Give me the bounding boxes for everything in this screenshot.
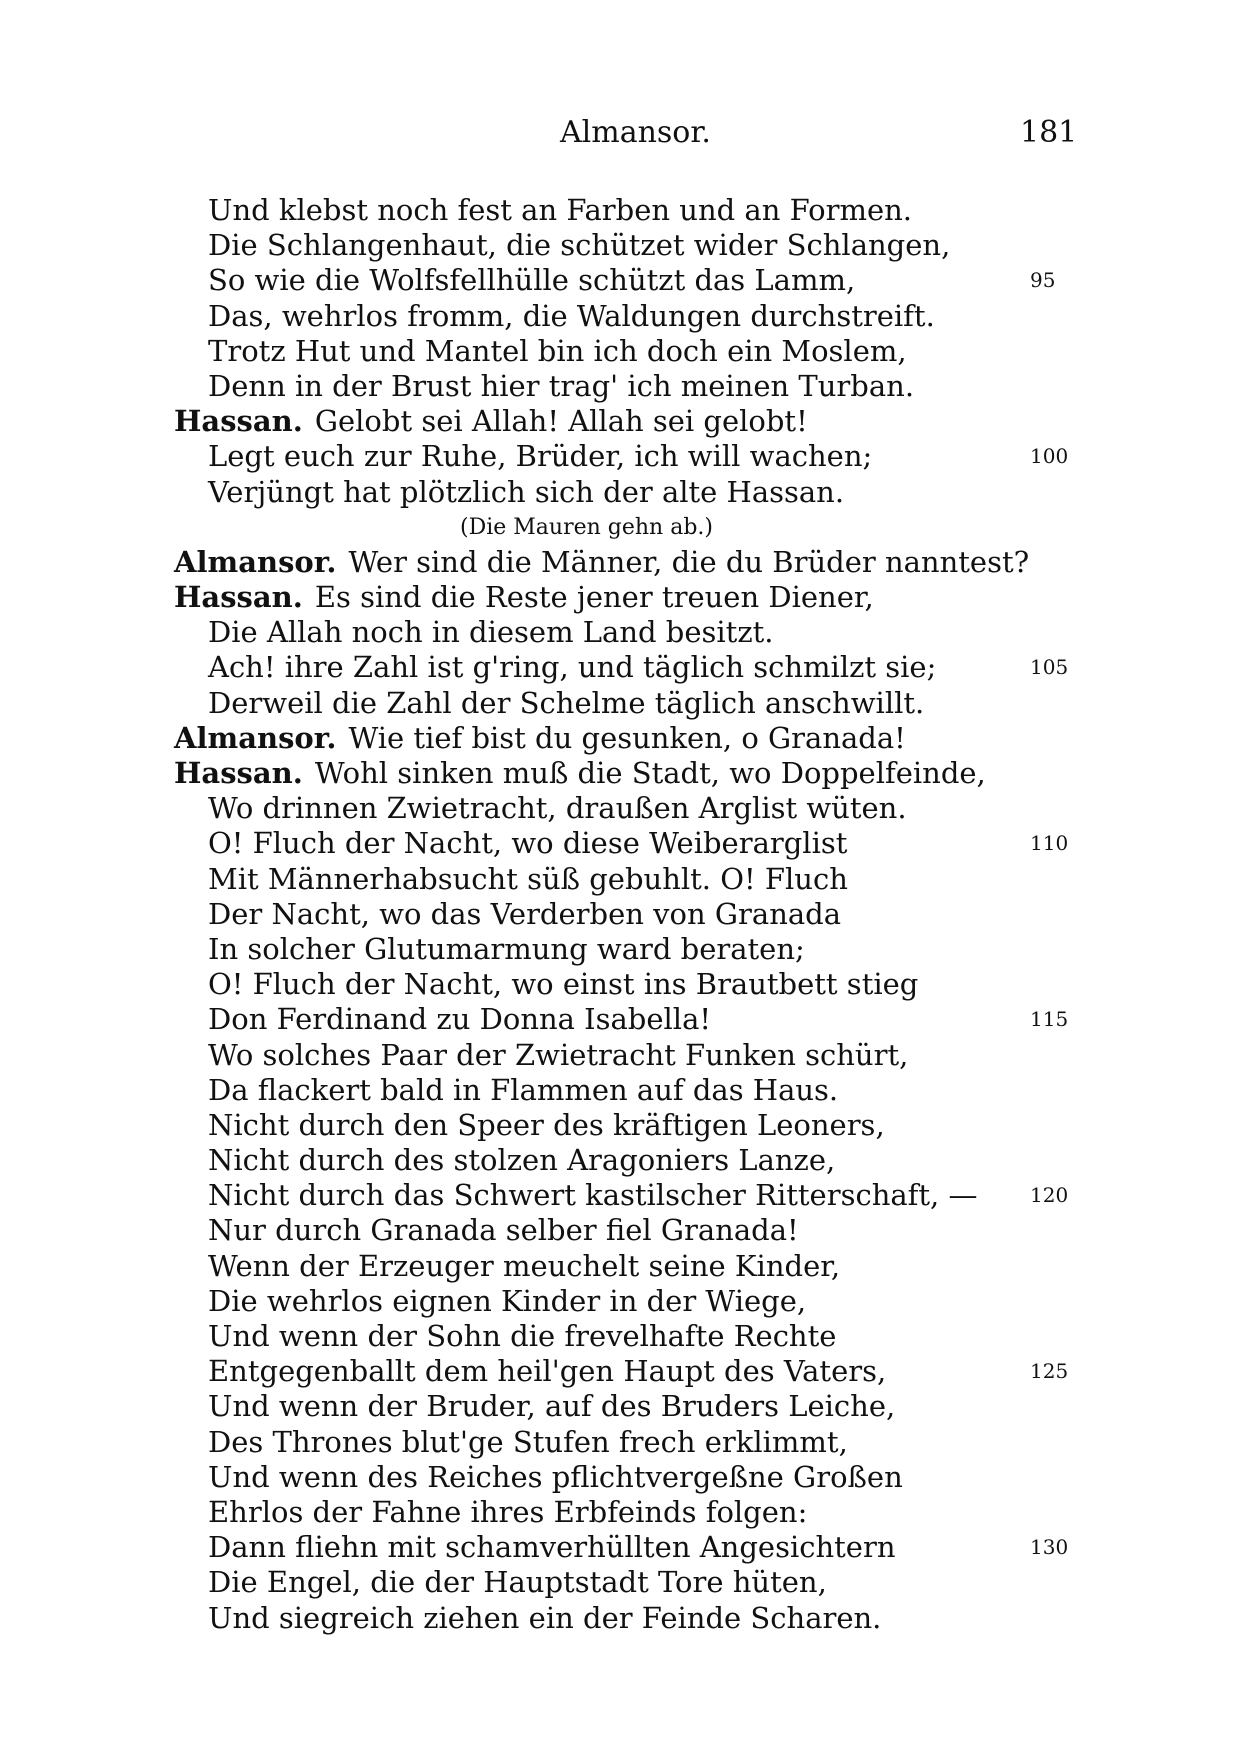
verse-line xyxy=(0,1249,1241,1284)
verse-line xyxy=(0,545,1241,580)
speaker-name: Almansor. xyxy=(174,720,337,755)
verse-line xyxy=(0,1425,1241,1460)
verse-line-content xyxy=(208,1319,836,1354)
verse-text: Denn in der Brust hier trag' ich meinen Turban. xyxy=(208,368,915,403)
verse-line xyxy=(0,1002,1241,1037)
verse-line-content xyxy=(174,580,874,615)
verse-line xyxy=(0,1495,1241,1530)
verse-line xyxy=(0,862,1241,897)
verse-line-content xyxy=(208,334,907,369)
verse-line-content xyxy=(208,1354,886,1389)
verse-line-content xyxy=(208,1073,838,1108)
verse-line-content xyxy=(208,263,855,298)
verse-text: Derweil die Zahl der Schelme täglich anschwillt. xyxy=(208,685,925,720)
verse-line xyxy=(0,439,1241,474)
verse-text: Das, wehrlos fromm, die Waldungen durchstreift. xyxy=(208,298,935,333)
verse-line xyxy=(0,193,1241,228)
verse-line xyxy=(0,932,1241,967)
verse-line xyxy=(0,826,1241,861)
verse-line-content xyxy=(208,1460,903,1495)
line-number: 125 xyxy=(1030,1359,1069,1384)
verse-text: Wo drinnen Zwietracht, draußen Arglist wüten. xyxy=(208,791,907,826)
verse-text: Wenn der Erzeuger meuchelt seine Kinder, xyxy=(208,1248,841,1283)
verse-line-content xyxy=(208,1143,835,1178)
verse-line-content xyxy=(208,650,936,685)
verse-line xyxy=(0,650,1241,685)
page-header xyxy=(0,115,1241,155)
verse-line-content xyxy=(208,369,914,404)
speaker-name: Hassan. xyxy=(174,580,303,615)
speaker-name: Hassan. xyxy=(174,756,303,790)
verse-line-content xyxy=(208,1038,908,1073)
verse-text: Verjüngt hat plötzlich sich der alte Hassan. xyxy=(208,474,845,509)
verse-line xyxy=(0,1601,1241,1636)
verse-text: Ach! ihre Zahl ist g'ring, und täglich schmilzt sie; xyxy=(208,650,937,685)
verse-line xyxy=(0,686,1241,721)
verse-line-content xyxy=(174,404,808,439)
verse-line xyxy=(0,299,1241,334)
running-title: Almansor. xyxy=(560,115,711,150)
verse-line-content xyxy=(174,756,986,791)
verse-line-content xyxy=(208,1284,806,1319)
verse-line xyxy=(0,1460,1241,1495)
verse-line xyxy=(0,1143,1241,1178)
verse-text: Trotz Hut und Mantel bin ich doch ein Moslem, xyxy=(208,333,907,368)
verse-line-content xyxy=(208,932,805,967)
verse-line-content xyxy=(208,1601,881,1636)
verse-line-content xyxy=(208,791,907,826)
verse-line xyxy=(0,756,1241,791)
verse-line-content xyxy=(208,1213,799,1248)
verse-line xyxy=(0,404,1241,439)
verse-line-content xyxy=(208,299,935,334)
line-number: 95 xyxy=(1030,268,1056,293)
verse-line-content xyxy=(208,1495,807,1530)
verse-line-content xyxy=(208,1565,827,1600)
verse-line-content xyxy=(208,615,774,650)
verse-body xyxy=(0,193,1241,1636)
verse-text: Nicht durch den Speer des kräftigen Leoners, xyxy=(208,1107,885,1142)
verse-line-content xyxy=(208,1249,840,1284)
speaker-name: Almansor. xyxy=(174,544,337,579)
verse-line-content xyxy=(208,475,844,510)
verse-line-content xyxy=(208,826,847,861)
verse-line-content xyxy=(208,897,841,932)
verse-line xyxy=(0,1178,1241,1213)
verse-line xyxy=(0,1389,1241,1424)
verse-line-content xyxy=(208,1425,848,1460)
verse-line-content xyxy=(208,686,924,721)
verse-line xyxy=(0,897,1241,932)
verse-text: Dann fliehn mit schamverhüllten Angesichtern xyxy=(208,1530,896,1565)
verse-line xyxy=(0,263,1241,298)
stage-direction-text: (Die Mauren gehn ab.) xyxy=(460,514,713,540)
verse-text: Die Schlangenhaut, die schützet wider Schlangen, xyxy=(208,228,951,263)
verse-text: Wer sind die Männer, die du Brüder nanntest? xyxy=(348,544,1030,579)
verse-line xyxy=(0,1565,1241,1600)
verse-line xyxy=(0,369,1241,404)
verse-line xyxy=(0,1213,1241,1248)
line-number: 120 xyxy=(1030,1183,1069,1208)
verse-line xyxy=(0,1073,1241,1108)
verse-text: Nicht durch das Schwert kastilscher Ritterschaft, — xyxy=(208,1178,978,1213)
verse-text: Nur durch Granada selber fiel Granada! xyxy=(208,1213,799,1248)
verse-line-content xyxy=(208,1002,711,1037)
verse-text: Entgegenballt dem heil'gen Haupt des Vaters, xyxy=(208,1354,887,1389)
line-number: 115 xyxy=(1030,1007,1069,1032)
verse-line-content xyxy=(208,228,950,263)
line-number: 105 xyxy=(1030,655,1069,680)
verse-text: Des Thrones blut'ge Stufen frech erklimmt, xyxy=(208,1424,848,1459)
verse-text: Nicht durch des stolzen Aragoniers Lanze, xyxy=(208,1143,836,1178)
line-number: 130 xyxy=(1030,1535,1069,1560)
verse-line xyxy=(0,580,1241,615)
verse-text: Legt euch zur Ruhe, Brüder, ich will wachen; xyxy=(208,439,873,474)
verse-line xyxy=(0,475,1241,510)
verse-text: Die Engel, die der Hauptstadt Tore hüten, xyxy=(208,1565,827,1600)
verse-text: Es sind die Reste jener treuen Diener, xyxy=(314,580,874,615)
verse-line-content xyxy=(208,193,912,228)
verse-line xyxy=(0,721,1241,756)
verse-line-content xyxy=(208,439,872,474)
verse-line-content xyxy=(208,1530,896,1565)
verse-text: Und wenn der Bruder, auf des Bruders Leiche, xyxy=(208,1389,896,1424)
verse-line-content xyxy=(208,1108,885,1143)
verse-text: Wo solches Paar der Zwietracht Funken schürt, xyxy=(208,1037,909,1072)
verse-text: Und siegreich ziehen ein der Feinde Scharen. xyxy=(208,1600,882,1635)
verse-text: Der Nacht, wo das Verderben von Granada xyxy=(208,896,842,931)
verse-line xyxy=(0,615,1241,650)
verse-text: Da flackert bald in Flammen auf das Haus. xyxy=(208,1072,839,1107)
verse-text: Wohl sinken muß die Stadt, wo Doppelfeinde, xyxy=(314,756,986,790)
verse-line xyxy=(0,967,1241,1002)
verse-line xyxy=(0,1530,1241,1565)
verse-text: O! Fluch der Nacht, wo einst ins Brautbett stieg xyxy=(208,967,919,1002)
verse-text: In solcher Glutumarmung ward beraten; xyxy=(208,931,805,966)
verse-text: Und wenn der Sohn die frevelhafte Rechte xyxy=(208,1319,837,1353)
verse-text: O! Fluch der Nacht, wo diese Weiberarglist xyxy=(208,826,848,861)
verse-line xyxy=(0,1284,1241,1319)
verse-line xyxy=(0,1038,1241,1073)
verse-line xyxy=(0,791,1241,826)
verse-line xyxy=(0,1108,1241,1143)
verse-line xyxy=(0,1319,1241,1354)
verse-line-content xyxy=(208,862,848,897)
verse-line xyxy=(0,334,1241,369)
verse-text: Wie tief bist du gesunken, o Granada! xyxy=(348,720,906,755)
verse-line-content xyxy=(174,721,906,756)
verse-text: Die wehrlos eignen Kinder in der Wiege, xyxy=(208,1283,807,1318)
verse-line-content xyxy=(174,545,1029,580)
line-number: 100 xyxy=(1030,444,1069,469)
verse-text: Und klebst noch fest an Farben und an Formen. xyxy=(208,193,913,227)
verse-line-content xyxy=(208,967,918,1002)
page-number: 181 xyxy=(1020,115,1078,150)
verse-text: Don Ferdinand zu Donna Isabella! xyxy=(208,1002,712,1037)
stage-direction xyxy=(0,510,1241,545)
verse-line xyxy=(0,1354,1241,1389)
verse-text: Ehrlos der Fahne ihres Erbfeinds folgen: xyxy=(208,1494,808,1529)
verse-text: Gelobt sei Allah! Allah sei gelobt! xyxy=(314,404,808,439)
verse-line xyxy=(0,228,1241,263)
verse-line-content xyxy=(208,1178,978,1213)
verse-text: So wie die Wolfsfellhülle schützt das Lamm, xyxy=(208,263,856,298)
verse-text: Mit Männerhabsucht süß gebuhlt. O! Fluch xyxy=(208,861,848,896)
speaker-name: Hassan. xyxy=(174,404,303,439)
verse-line-content xyxy=(208,1389,895,1424)
verse-text: Und wenn des Reiches pflichtvergeßne Großen xyxy=(208,1459,903,1494)
verse-text: Die Allah noch in diesem Land besitzt. xyxy=(208,615,774,650)
line-number: 110 xyxy=(1030,831,1069,856)
